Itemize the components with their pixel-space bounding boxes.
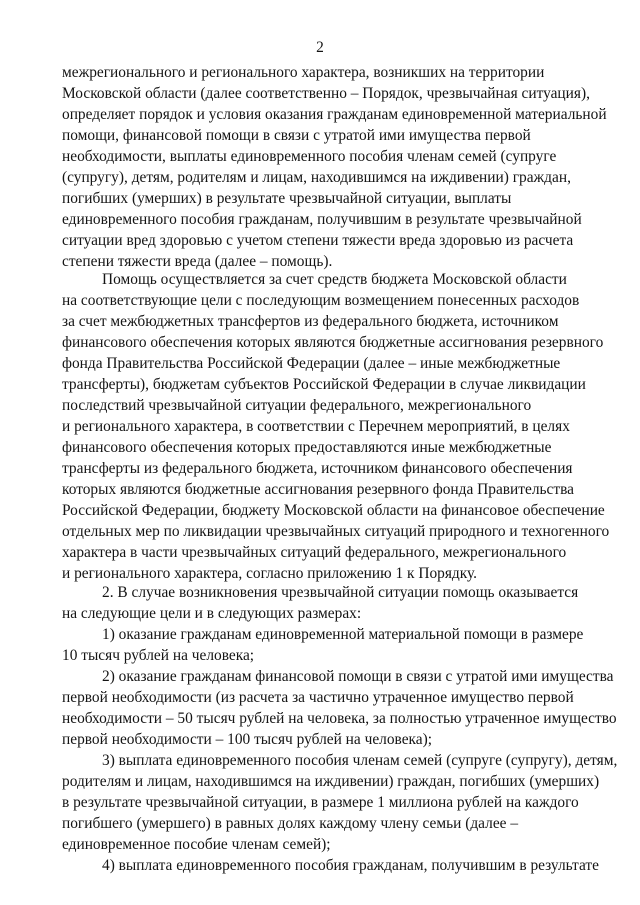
text-line: на следующие цели и в следующих размерах: <box>62 605 362 622</box>
text-line: Помощь осуществляется за счет средств бюджета Московской области <box>102 271 567 288</box>
text-line: межрегионального и регионального характера, возникших на территории <box>62 64 545 81</box>
text-line: необходимости, выплаты единовременного пособия членам семей (супруге <box>62 148 557 165</box>
text-line: 1) оказание гражданам единовременной материальной помощи в размере <box>102 626 584 643</box>
page-number: 2 <box>316 39 324 56</box>
text-line: погибших (умерших) в результате чрезвычайной ситуации, выплаты <box>62 190 512 207</box>
text-line: характера в части чрезвычайных ситуаций федерального, межрегионального <box>62 544 567 561</box>
text-line: Московской области (далее соответственно – Порядок, чрезвычайная ситуация), <box>62 85 590 102</box>
text-line: финансового обеспечения которых предоставляются иные межбюджетные <box>62 439 552 456</box>
text-line: отдельных мер по ликвидации чрезвычайных ситуаций природного и техногенного <box>62 523 610 540</box>
text-line: которых являются бюджетные ассигнования резервного фонда Правительства <box>62 481 574 498</box>
text-line: родителям и лицам, находившимся на иждивении) граждан, погибших (умерших) <box>62 773 600 790</box>
text-line: за счет межбюджетных трансфертов из федерального бюджета, источником <box>62 313 559 330</box>
text-line: 10 тысяч рублей на человека; <box>62 647 255 664</box>
text-line: единовременное пособие членам семей); <box>62 836 331 853</box>
text-line: в результате чрезвычайной ситуации, в размере 1 миллиона рублей на каждого <box>62 794 579 811</box>
text-line: первой необходимости (из расчета за частично утраченное имущество первой <box>62 689 574 706</box>
text-line: определяет порядок и условия оказания гражданам единовременной материальной <box>62 106 607 123</box>
text-line: последствий чрезвычайной ситуации федерального, межрегионального <box>62 397 532 414</box>
text-line: необходимости – 50 тысяч рублей на человека, за полностью утраченное имущество <box>62 710 617 727</box>
text-line: 2) оказание гражданам финансовой помощи в связи с утратой ими имущества <box>102 668 614 685</box>
text-line: трансферты), бюджетам субъектов Российской Федерации в случае ликвидации <box>62 376 586 393</box>
text-line: степени тяжести вреда (далее – помощь). <box>62 253 333 270</box>
text-line: погибшего (умершего) в равных долях каждому члену семьи (далее – <box>62 815 519 832</box>
text-line: помощи, финансовой помощи в связи с утратой ими имущества первой <box>62 127 531 144</box>
text-line: трансферты из федерального бюджета, источником финансового обеспечения <box>62 460 573 477</box>
text-line: Российской Федерации, бюджету Московской области на финансовое обеспечение <box>62 502 605 519</box>
text-line: ситуации вред здоровью с учетом степени тяжести вреда здоровью из расчета <box>62 232 574 249</box>
text-line: единовременного пособия гражданам, получившим в результате чрезвычайной <box>62 211 582 228</box>
text-line: на соответствующие цели с последующим возмещением понесенных расходов <box>62 292 580 309</box>
text-line: и регионального характера, согласно приложению 1 к Порядку. <box>62 565 478 582</box>
text-line: (супругу), детям, родителям и лицам, находившимся на иждивении) граждан, <box>62 169 571 186</box>
text-line: фонда Правительства Российской Федерации (далее – иные межбюджетные <box>62 355 561 372</box>
text-line: финансового обеспечения которых являются бюджетные ассигнования резервного <box>62 334 604 351</box>
text-line: первой необходимости – 100 тысяч рублей на человека); <box>62 731 433 748</box>
text-line: и регионального характера, в соответствии с Перечнем мероприятий, в целях <box>62 418 570 435</box>
text-line: 2. В случае возникновения чрезвычайной ситуации помощь оказывается <box>102 584 579 601</box>
text-line: 3) выплата единовременного пособия членам семей (супруге (супругу), детям, <box>102 752 618 769</box>
text-line: 4) выплата единовременного пособия гражданам, получившим в результате <box>102 857 599 874</box>
